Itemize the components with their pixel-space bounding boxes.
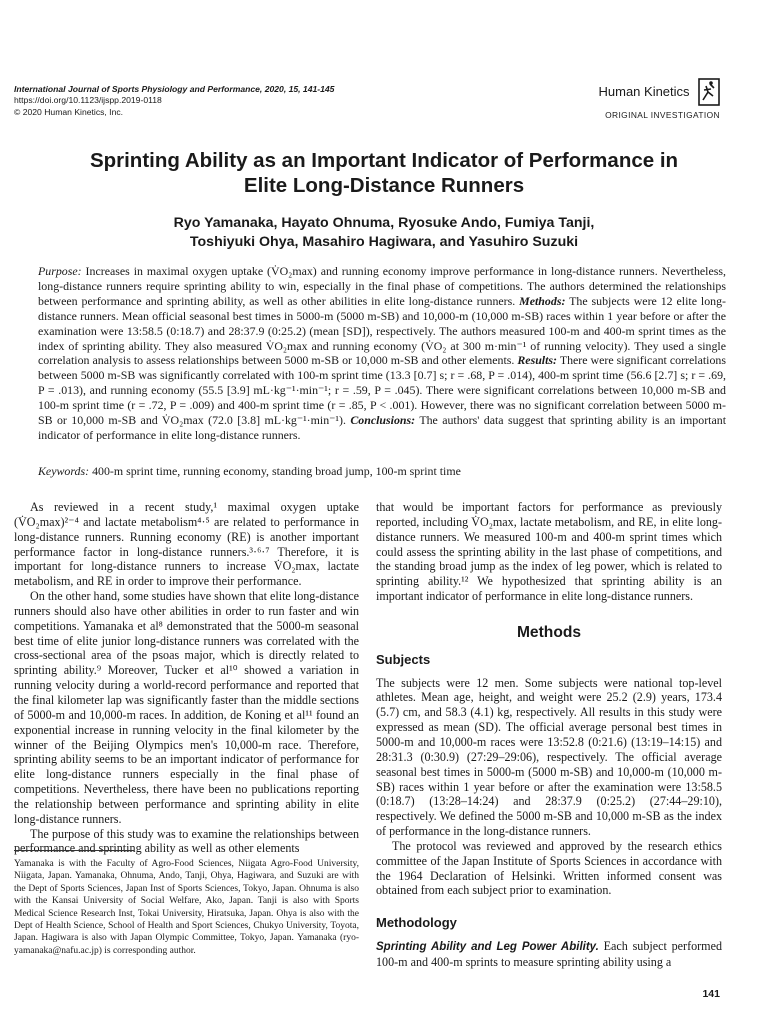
copyright-line: © 2020 Human Kinetics, Inc. [14,106,124,117]
abstract [38,264,726,443]
affiliation-footnote: Yamanaka is with the Faculty of Agro-Food Sciences, Niigata Agro-Food University, Niigata, Japan. Yamanaka, Ohnuma, Ando, Tanji, Ohya, Hagiwara, and Suzuki are with the Dept of Sports Sciences, Japan Inst of Sports Sciences, Tokyo, Japan. Ohnuma is also with the Kansai University of Social Welfare, Ako, Japan. Tanji is also with Sports Medical Science Research Inst, Tokai University, Hiratsuka, Japan. Ohya is also with the Dept of Health Science, School of Health and Sport Sciences, Chukyo University, Toyota, Japan. Hagiwara is also with Japan Olympic Committee, Tokyo, Japan. Yamanaka (ryo-yamanaka@nafu.ac.jp) is corresponding author. [14,859,359,956]
subjects-heading: Subjects [376,651,431,667]
subjects-paragraph-2: The protocol was reviewed and approved by the research ethics committee of the Japan Institute of Sports Sciences in accordance with the 1964 Declaration of Helsinki. Written informed consent was obtained from each subject prior to examination. [376,838,722,898]
subjects-paragraph-1: The subjects were 12 men. Some subjects were national top-level athletes. Mean age, height, and weight were 25.2 (2.9) years, 173.4 (5.7) cm, and 58.3 (4.1) kg, respectively. All results in this study were expressed as mean (SD). The official average personal best times in 5000-m and 10,000-m races were 13:52.8 (0:21.6) (13:19–14:15) and 28:31.3 (0:30.9) (27:29–29:06), respectively. The official average seasonal best times in 5000-m (5000 m-SB) and 10,000-m (10,000 m-SB) races within 1 year before or after the examination were 13:58.5 (0:18.7) (13:28–14:24) and 28:37.9 (0:25.2) (27:44–29:10), respectively. We defined the 5000 m-SB and 10,000 m-SB as the index of performance in the long-distance runners. [376,675,722,839]
conclusions-label: Conclusions: [350,413,416,428]
keywords-label: Keywords: [38,464,90,478]
article-type: ORIGINAL INVESTIGATION [605,110,720,120]
journal-header [14,84,334,118]
purpose-text: Increases in maximal oxygen uptake (V̇O₂max) and running economy improve performance in long-distance runners. Nevertheless, long-distance runners require sprinting ability to win, especially in the final phase of competitions. The authors determined the relationships between performance and sprinting ability, as well as other abilities in elite long-distance runners. [38,264,726,308]
intro-paragraph-3: The purpose of this study was to examine the relationships between performance and sprinting ability as well as other elements [14,826,359,856]
human-kinetics-logo-icon [698,78,720,106]
methods-text: The subjects were 12 elite long-distance runners. Mean official seasonal best times in 5000-m (5000 m-SB) and 10,000-m (10,000 m-SB) races within 1 year before or after the examination were 13:58.5 (0:18.7) and 28:37.9 (0:25.2) (mean [SD]), respectively. The authors measured 100-m and 400-m sprint times as the index of sprinting ability. They also measured V̇O₂max and running economy (V̇O₂ at 300 m·min⁻¹ of running velocity). They used a single correlation analysis to assess relationships between 5000 m-SB or 10,000 m-SB and other elements. [38,293,726,368]
keywords-text: 400-m sprint time, running economy, standing broad jump, 100-m sprint time [92,464,461,478]
keywords [38,464,726,479]
journal-citation: International Journal of Sports Physiology and Performance, 2020, 15, 141-145 [14,84,335,94]
author-list [0,214,768,252]
right-column [376,500,722,970]
intro-paragraph-2: On the other hand, some studies have shown that elite long-distance runners should also have other abilities in order to run faster and win competitions. Yamanaka et al⁸ demonstrated that the 5000-m seasonal best time of elite junior long-distance runners was correlated with the cross-sectional area of the psoas major, which is directly related to sprinting ability.⁹ Moreover, Tucker et al¹⁰ showed a variation in running velocity during a world-record performance and reported that the final kilometer lap was significantly faster than the middle sections of 5000-m and 10,000-m races. In addition, de Koning et al¹¹ found an exponential increase in running velocity in the final kilometer by the winner of the Beijing Olympics men's 10,000-m race. Therefore, sprinting ability seems to be an important indicator of performance for elite long-distance runners especially in the final phase of competitions. Nevertheless, there have been no publications reporting the relationship between performance and sprinting ability in elite long-distance runners. [14,589,359,826]
methodology-heading: Methodology [376,915,457,931]
article-title [0,148,768,198]
footnote-divider [14,850,134,851]
left-column [14,500,359,856]
methods-label: Methods: [519,293,566,308]
methodology-paragraph-1 [376,939,722,970]
purpose-label: Purpose: [38,264,82,278]
methods-heading: Methods [516,623,582,641]
authors-line-1: Ryo Yamanaka, Hayato Ohnuma, Ryosuke Ando, Fumiya Tanji, [173,215,595,231]
title-line-2: Elite Long-Distance Runners [243,174,525,197]
intro-paragraph-continued: that would be important factors for performance as previously reported, including V̇O₂max, lactate metabolism, and RE, in elite long-distance runners. We measured 100-m and 400-m sprint times which could assess the sprinting ability in the last phase of competitions, and the standing broad jump as the index of leg power, which is related to sprinting ability.¹² We hypothesized that sprinting ability is an important indicator of performance in elite long-distance runners. [376,500,722,604]
page-number: 141 [702,988,720,1000]
publisher-name: Human Kinetics [598,84,690,99]
methodology-text: Each subject performed 100-m and 400-m sprints to measure sprinting ability using a [376,939,722,969]
conclusions-text: The authors' data suggest that sprinting ability is an important indicator of performance in elite long-distance runners. [38,413,726,442]
intro-paragraph-1: As reviewed in a recent study,¹ maximal oxygen uptake (V̇O₂max)²⁻⁴ and lactate metabolism⁴·⁵ are related to performance in long-distance runners. Running economy (RE) is another important performance factor in long-distance runners.³·⁶·⁷ Therefore, it is important for long-distance runners to increase V̇O₂max, lactate metabolism, and RE in order to improve their performance. [14,500,359,589]
doi-link[interactable]: https://doi.org/10.1123/ijspp.2019-0118 [14,95,162,106]
results-text: There were significant correlations between 5000 m-SB was significantly correlated with 100-m sprint time (13.3 [0.7] s; r = .68, P = .014), 400-m sprint time (56.6 [2.7] s; r = .69, P = .013), and running economy (55.5 [3.9] mL·kg⁻¹·min⁻¹; r = .59, P = .045). There were significant correlations between 10,000 m-SB and 100-m sprint time (r = .72, P = .009) and 400-m sprint time (r = .85, P < .001). However, there was no significant correlation between 5000 m-SB or 10,000 m-SB and V̇O₂max (72.0 [3.8] mL·kg⁻¹·min⁻¹). [38,353,726,428]
results-label: Results: [517,353,558,368]
publisher-block [599,78,721,120]
authors-line-2: Toshiyuki Ohya, Masahiro Hagiwara, and Yasuhiro Suzuki [189,234,579,250]
runin-heading: Sprinting Ability and Leg Power Ability. [376,941,599,954]
title-line-1: Sprinting Ability as an Important Indicator of Performance in [89,149,679,172]
